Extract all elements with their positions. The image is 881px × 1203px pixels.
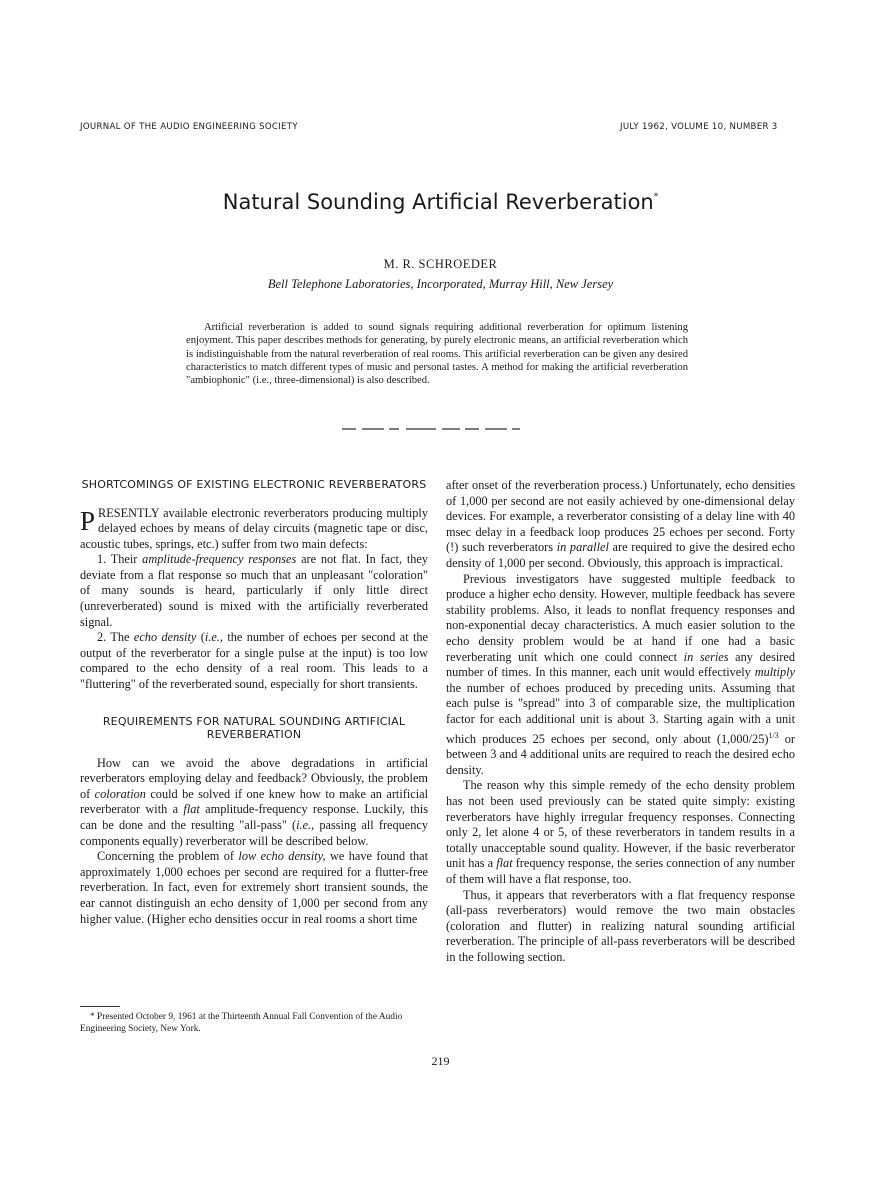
paren: ( <box>200 630 205 645</box>
section-heading-requirements: REQUIREMENTS FOR NATURAL SOUNDING ARTIFICIAL REVERBERATION <box>102 714 406 742</box>
emphasis: echo density <box>133 630 197 645</box>
superscript: 1/3 <box>768 730 779 740</box>
footnote: * Presented October 9, 1961 at the Thirteenth Annual Fall Convention of the Audio Engineering Society, New York. <box>80 1012 403 1034</box>
emphasis: flat <box>496 856 513 871</box>
author-affiliation: Bell Telephone Laboratories, Incorporated, Murray Hill, New Jersey <box>267 277 614 291</box>
emphasis: coloration <box>94 786 146 801</box>
paragraph-text: the number of echoes produced by preceding units. Assuming that each pulse is "spread" into 3 of comparable size, the multiplication factor for each additional unit is about 3. Starting again with a unit which produces 25 echoes per second, only about (1,000/25) <box>446 680 795 746</box>
paragraph-text: RESENTLY available electronic reverberators producing multiply delayed echoes by means of delay circuits (magnetic tape or disc, acoustic tubes, springs, etc.) suffer from two main defects: <box>80 505 428 551</box>
paragraph-text: after onset of the reverberation process.) Unfortunately, echo densities of 1,000 per second are not easily achieved by one-dimensional delay devices. For example, a reverberator consisting of a delay line with 40 msec delay in a feedback loop produces 25 echoes per second. Forty (!) such reverberators <box>446 478 795 555</box>
paragraph <box>80 849 428 927</box>
paragraph: Thus, it appears that reverberators with a flat frequency response (all-pass reverberators) would remove the two main obstacles (coloration and flutter) in realizing natural sounding artificial reverberation. The principle of all-pass reverberators will be described in the following section. <box>446 887 795 964</box>
journal-header: JOURNAL OF THE AUDIO ENGINEERING SOCIETY <box>80 122 298 132</box>
left-column <box>80 478 428 927</box>
paragraph <box>80 506 428 553</box>
paragraph-text: or between 3 and 4 additional units are required to reach the desired echo density. <box>446 731 795 777</box>
paragraph-text: Concerning the problem of <box>97 849 234 864</box>
section-heading-shortcomings: SHORTCOMINGS OF EXISTING ELECTRONIC REVERBERATORS <box>81 478 427 491</box>
paragraph <box>446 778 795 887</box>
emphasis: multiply <box>754 665 795 680</box>
emphasis: i.e., <box>204 630 223 645</box>
emphasis: i.e., <box>296 818 315 832</box>
issue-header: JULY 1962, VOLUME 10, NUMBER 3 <box>620 122 778 132</box>
paragraph-text: How can we avoid the above degradations in artificial reverberators employing delay and feedback? Obviously, the problem of <box>80 755 428 801</box>
paper-title <box>0 190 881 214</box>
page-number: 219 <box>431 1054 450 1068</box>
section-divider <box>342 428 520 430</box>
footnote-rule <box>80 1006 120 1007</box>
emphasis: flat <box>183 802 200 817</box>
paragraph <box>80 630 428 692</box>
paragraph <box>80 552 428 630</box>
paragraph-text: The reason why this simple remedy of the echo density problem has not been used previously can be stated quite simply: existing reverberators have highly irregular frequency responses. Connecting only 2, let alone 4 or 5, of these reverberators in tandem results in a totally unacceptable sound quality. However, if the basic reverberator unit has a <box>446 778 795 871</box>
list-number: 2. The <box>97 630 130 645</box>
paragraph <box>80 756 428 850</box>
paragraph-text: we have found that approximately 1,000 echoes per second are required for a flutter-free reverberation. In fact, even for extremely short transient sounds, the ear cannot distinguish an echo density of 1,000 per second from any higher value. (Higher echo densities occur in real rooms a short time <box>80 849 429 926</box>
title-footnote-mark: * <box>653 192 659 202</box>
paragraph-text: any desired number of times. In this manner, each unit would effectively <box>446 649 796 680</box>
paragraph-text: amplitude-frequency response. Luckily, this can be done and the resulting "all-pass" ( <box>80 802 429 832</box>
title-text: Natural Sounding Artificial Reverberation <box>222 190 654 214</box>
emphasis: low echo density, <box>238 849 326 864</box>
paragraph-text: are not flat. In fact, they deviate from a flat response so much that an unpleasant "coloration" of many sounds is heard, particularly if only little direct (unreverberated) sound is mixed with the artificially reverberated signal. <box>80 552 428 629</box>
paragraph-text: passing all frequency components equally) reverberator will be described below. <box>80 818 429 848</box>
emphasis: in parallel <box>556 540 609 555</box>
drop-cap: P <box>80 505 96 536</box>
emphasis: in series <box>683 649 729 664</box>
paragraph-text: could be solved if one knew how to make an artificial reverberator with a <box>80 786 429 817</box>
list-number: 1. Their <box>97 552 138 567</box>
abstract: Artificial reverberation is added to sound signals requiring additional reverberation for optimum listening enjoyment. This paper describes methods for generating, by purely electronic means, an artificial reverberation which is indistinguishable from the natural reverberation of real rooms. This artificial reverberation can be given any desired characteristics to match different types of music and personal tastes. A method for making the artificial reverberation "ambiophonic" (i.e., three-dimensional) is also described. <box>186 322 688 387</box>
author-name: M. R. SCHROEDER <box>383 257 498 271</box>
paragraph-text: the number of echoes per second at the output of the reverberator for a single pulse at the input) is too low compared to the echo density of a real room. This leads to a "fluttering" of the reverberated sound, especially for short transients. <box>80 630 429 692</box>
paragraph-text: are required to give the desired echo density of 1,000 per second. Obviously, this approach is impractical. <box>446 540 796 570</box>
paragraph-text: Previous investigators have suggested multiple feedback to produce a higher echo density. However, multiple feedback has severe stability problems. Also, it leads to nonflat frequency responses and non-exponential decay characteristics. A much easier solution to the echo density problem would be at hand if one had a basic reverberating unit which one could connect <box>446 571 795 664</box>
emphasis: amplitude-frequency responses <box>142 552 297 567</box>
paragraph-text: frequency response, the series connection of any number of them will have a flat response, too. <box>446 856 796 886</box>
paragraph <box>446 572 795 779</box>
paragraph <box>446 478 795 572</box>
right-column <box>446 478 795 966</box>
